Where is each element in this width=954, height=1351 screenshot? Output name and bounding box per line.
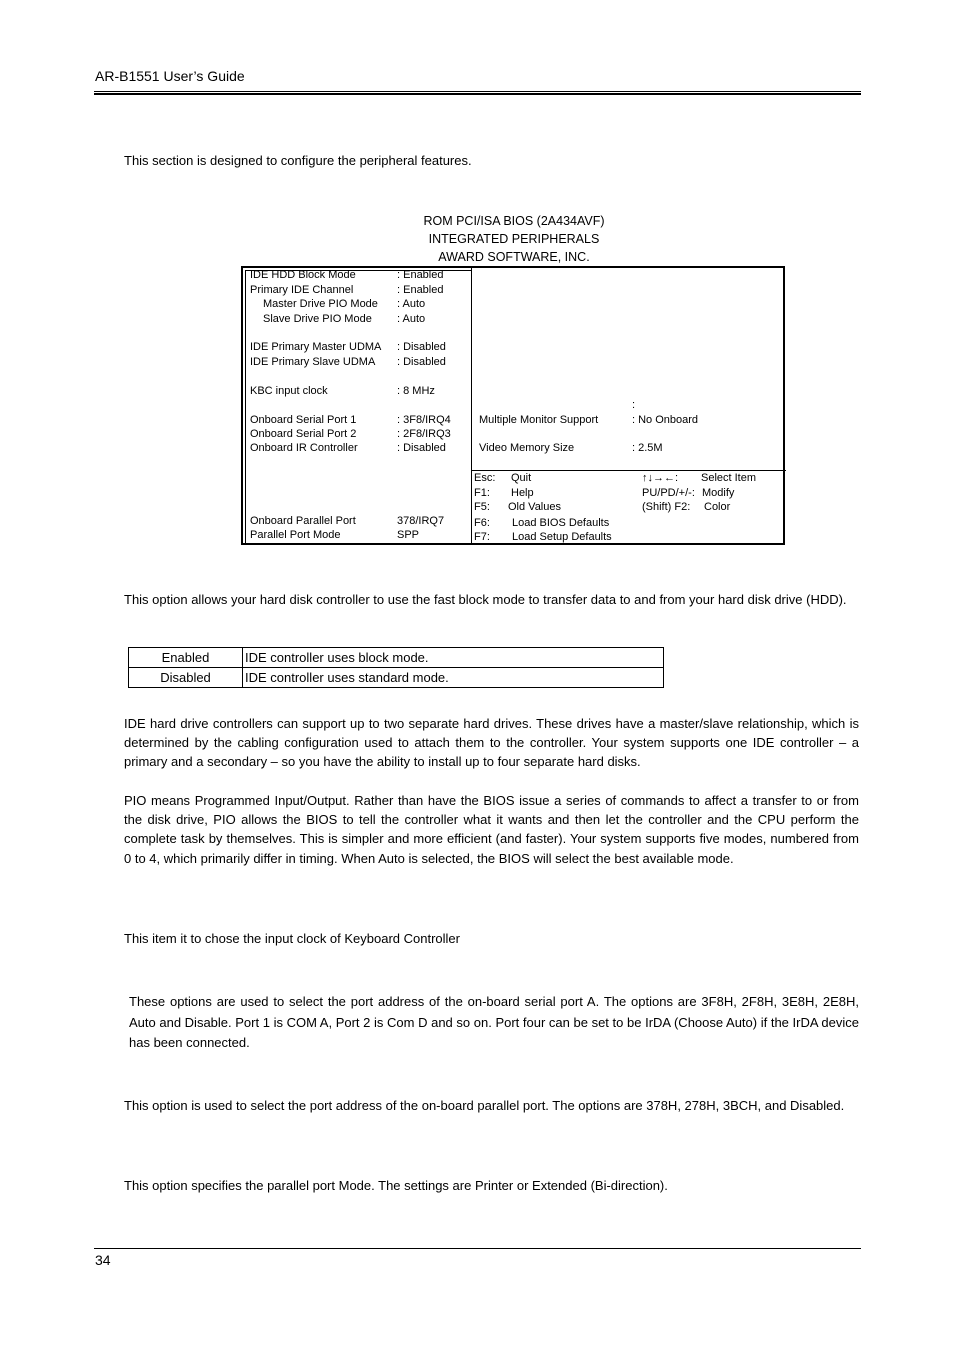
kbc-text: This item it to chose the input clock of Keyboard Controller: [124, 931, 460, 946]
parallel-mode-text: This option specifies the parallel port Mode. The settings are Printer or Extended (Bi-direction).: [124, 1178, 668, 1193]
key-f1-action: Help: [511, 487, 534, 499]
ide-text: IDE hard drive controllers can support up to two separate hard drives. These drives have a master/slave relationship, which is determined by the cabling configuration used to attach them to the controller. Your system supports one IDE controller – a primary and a secondary – so you have the ability to install up to four separate hard disks.: [124, 716, 859, 770]
table-row: [129, 648, 664, 668]
bios-item-label: Master Drive PIO Mode: [263, 298, 378, 310]
bios-heading-3: AWARD SOFTWARE, INC.: [438, 250, 590, 264]
bios-heading-2: INTEGRATED PERIPHERALS: [428, 232, 600, 246]
bios-item-label: Slave Drive PIO Mode: [263, 313, 372, 325]
bios-item-value: : 8 MHz: [397, 385, 435, 397]
key-pupd: PU/PD/+/-:: [642, 487, 695, 499]
bios-item-value: : Auto: [397, 313, 426, 325]
header-rule: [94, 91, 861, 92]
key-f7-action: Load Setup Defaults: [512, 531, 612, 543]
key-f5-action: Old Values: [508, 501, 561, 513]
bios-item-label: Onboard Parallel Port: [250, 515, 356, 527]
option-name: Disabled: [129, 668, 243, 688]
bios-item-value: : No Onboard: [632, 414, 699, 426]
bios-item-label: Onboard Serial Port 1: [250, 414, 357, 426]
option-desc: IDE controller uses standard mode.: [243, 668, 664, 688]
bios-item-value: : Disabled: [397, 442, 446, 454]
key-esc-action: Quit: [511, 472, 532, 484]
bios-item-value: : 2F8/IRQ3: [397, 428, 451, 440]
key-f6-action: Load BIOS Defaults: [512, 517, 610, 529]
footer-rule: [94, 1248, 861, 1249]
page-number: 34: [95, 1252, 111, 1268]
pio-text: PIO means Programmed Input/Output. Rather than have the BIOS issue a series of commands to affect a transfer to or from the disk drive, PIO allows the BIOS to tell the controller what it wants and then let the controller and the CPU perform the complete task by themselves. This is simpler and more efficient (and faster). Your system supports five modes, numbered from 0 to 4, which primarily differ in timing. When Auto is selected, the BIOS will select the best available mode.: [124, 793, 859, 866]
key-shiftf2-action: Color: [704, 501, 731, 513]
bios-item-value: : Enabled: [397, 269, 444, 281]
key-f1: F1:: [474, 487, 490, 499]
key-pupd-action: Modify: [702, 487, 735, 499]
bios-item-label: IDE HDD Block Mode: [250, 269, 356, 281]
bios-item-value: : Auto: [397, 298, 426, 310]
bios-item-label: KBC input clock: [250, 385, 328, 397]
key-f5: F5:: [474, 501, 490, 513]
bios-item-label: Multiple Monitor Support: [479, 414, 599, 426]
bios-item-value: : Disabled: [397, 356, 446, 368]
key-esc: Esc:: [474, 472, 496, 484]
bios-item-label: Onboard Serial Port 2: [250, 428, 357, 440]
bios-divider: [471, 268, 472, 544]
bios-item-value: : 3F8/IRQ4: [397, 414, 451, 426]
bios-item-value: SPP: [397, 529, 420, 541]
bios-item-value: :: [632, 399, 636, 411]
serial-text: These options are used to select the port address of the on-board serial port A. The options are 3F8H, 2F8H, 3E8H, 2E8H, Auto and Disable. Port 1 is COM A, Port 2 is Com D and so on. Port four can be set to be IrDA (Choose Auto) if the IrDA device has been connected.: [129, 994, 859, 1050]
bios-item-label: Video Memory Size: [479, 442, 575, 454]
intro-text: This section is designed to configure the peripheral features.: [124, 153, 472, 168]
bios-item-value: : Disabled: [397, 341, 446, 353]
key-f7: F7:: [474, 531, 490, 543]
hdd-block-text: This option allows your hard disk controller to use the fast block mode to transfer data to and from your hard disk drive (HDD).: [124, 592, 847, 607]
bios-item-value: : Enabled: [397, 284, 444, 296]
bios-item-label: Onboard IR Controller: [250, 442, 358, 454]
bios-item-label: IDE Primary Master UDMA: [250, 341, 382, 353]
key-arrows-action: Select Item: [701, 472, 757, 484]
bios-item-label: Primary IDE Channel: [250, 284, 354, 296]
bios-item-label: IDE Primary Slave UDMA: [250, 356, 376, 368]
key-f6: F6:: [474, 517, 490, 529]
parallel-text: This option is used to select the port address of the on-board parallel port. The options are 378H, 278H, 3BCH, and Disabled.: [124, 1098, 845, 1113]
bios-item-value: 378/IRQ7: [397, 515, 445, 527]
key-arrows: ↑↓→←:: [642, 472, 679, 484]
option-desc: IDE controller uses block mode.: [243, 648, 664, 668]
header-rule-thick: [94, 93, 861, 95]
bios-heading-1: ROM PCI/ISA BIOS (2A434AVF): [423, 214, 605, 228]
hdd-block-options-table: [128, 647, 664, 688]
guide-title: AR-B1551 User’s Guide: [95, 68, 245, 84]
table-row: [129, 668, 664, 688]
key-shiftf2: (Shift) F2:: [642, 501, 691, 513]
option-name: Enabled: [129, 648, 243, 668]
bios-item-value: : 2.5M: [632, 442, 663, 454]
bios-item-label: Parallel Port Mode: [250, 529, 341, 541]
